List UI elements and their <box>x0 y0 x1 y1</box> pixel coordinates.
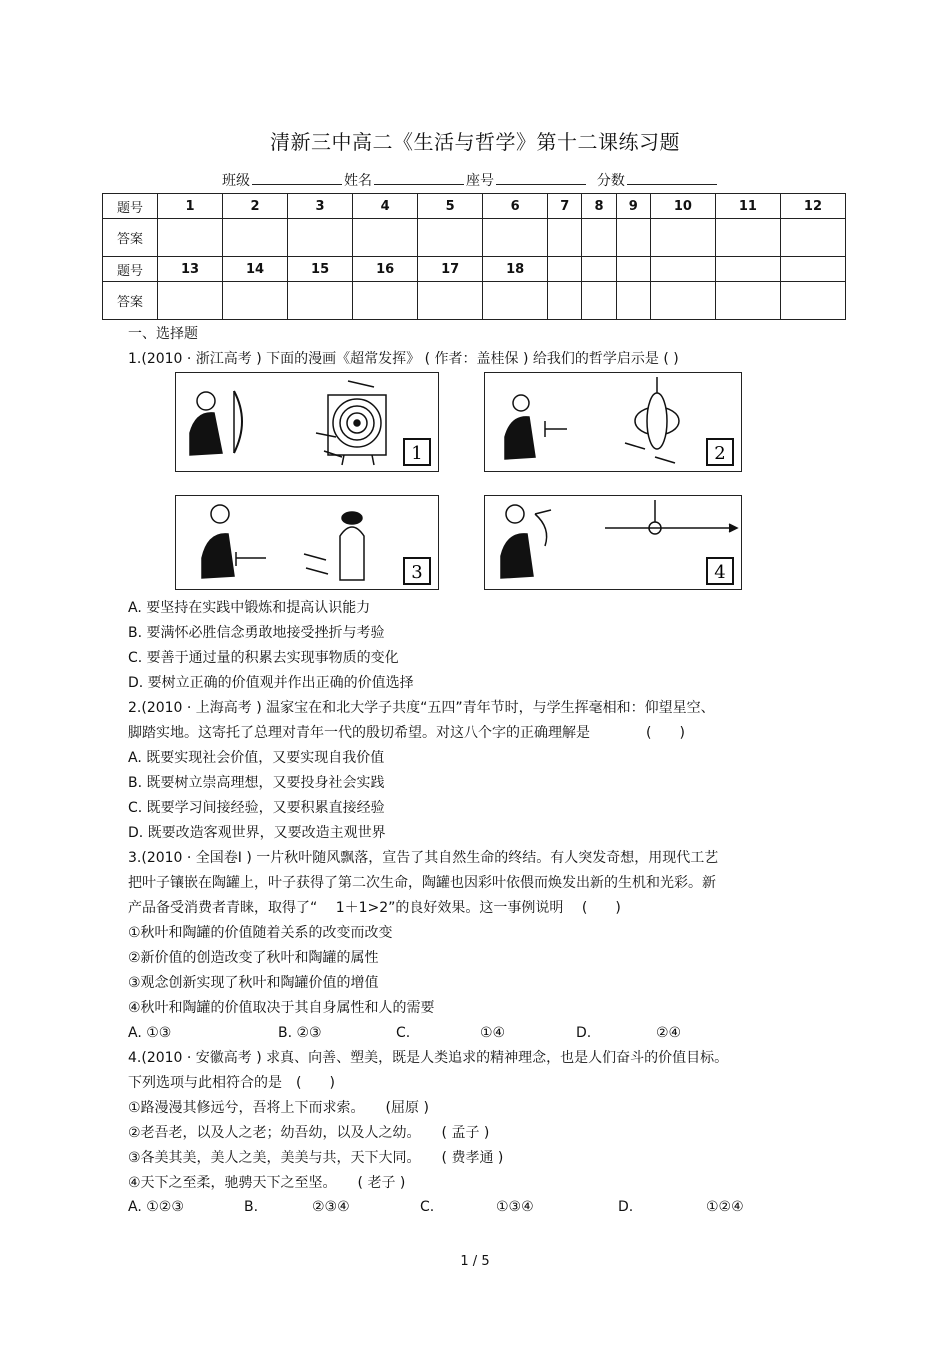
q3-item-1: ①秋叶和陶罐的价值随着关系的改变而改变 <box>128 925 393 941</box>
answer-table <box>102 193 846 320</box>
question-number: 15 <box>288 257 353 282</box>
q4-choice-a: A. ①②③ <box>128 1199 184 1215</box>
question-3-line-1: 3.(2010 · 全国卷Ⅰ ) 一片秋叶随风飘落，宣告了其自然生命的终结。有人突发奇想，用现代工艺 <box>128 850 719 866</box>
cartoon-illustration <box>485 496 741 589</box>
name-label: 姓名 <box>344 173 372 189</box>
cartoon-panel-1 <box>175 372 439 472</box>
question-number: 13 <box>158 257 223 282</box>
seat-blank[interactable] <box>496 172 586 185</box>
q3-item-2: ②新价值的创造改变了秋叶和陶罐的属性 <box>128 950 379 966</box>
q4-choice-c-label: C. <box>420 1199 435 1215</box>
question-number: 10 <box>650 194 715 219</box>
q4-choice-c: ①③④ <box>496 1199 534 1215</box>
row-label: 答案 <box>103 282 158 320</box>
section-heading: 一、选择题 <box>128 326 198 342</box>
table-row <box>103 282 846 320</box>
q3-choice-a: A. ①③ <box>128 1025 172 1041</box>
question-number: 12 <box>780 194 845 219</box>
answer-cell[interactable] <box>483 282 548 320</box>
answer-cell[interactable] <box>353 282 418 320</box>
q3-choice-b: B. ②③ <box>278 1025 322 1041</box>
q4-choice-d-label: D. <box>618 1199 634 1215</box>
cartoon-illustration <box>176 496 438 589</box>
q1-option-a: A. 要坚持在实践中锻炼和提高认识能力 <box>128 600 371 616</box>
q4-item-2: ②老吾老，以及人之老；幼吾幼，以及人之幼。 ( 孟子 ) <box>128 1125 490 1141</box>
answer-cell[interactable] <box>418 219 483 257</box>
q4-choice-b-label: B. <box>244 1199 259 1215</box>
answer-cell[interactable] <box>650 282 715 320</box>
q2-option-c: C. 既要学习间接经验，又要积累直接经验 <box>128 800 385 816</box>
answer-cell[interactable] <box>715 282 780 320</box>
answer-cell[interactable] <box>158 282 223 320</box>
question-4-line-1: 4.(2010 · 安徽高考 ) 求真、向善、塑美，既是人类追求的精神理念，也是人们奋斗的价值目标。 <box>128 1050 729 1066</box>
row-label: 题号 <box>103 194 158 219</box>
question-number <box>582 257 616 282</box>
question-number: 6 <box>483 194 548 219</box>
question-4-line-2: 下列选项与此相符合的是 ( ) <box>128 1075 335 1091</box>
answer-cell[interactable] <box>780 219 845 257</box>
question-number: 2 <box>223 194 288 219</box>
score-label: 分数 <box>596 173 625 189</box>
answer-cell[interactable] <box>288 282 353 320</box>
question-number <box>650 257 715 282</box>
answer-cell[interactable] <box>616 282 650 320</box>
question-number: 16 <box>353 257 418 282</box>
question-number <box>616 257 650 282</box>
question-number <box>780 257 845 282</box>
cartoon-illustration <box>176 373 438 471</box>
panel-number: 2 <box>714 443 726 464</box>
answer-cell[interactable] <box>288 219 353 257</box>
class-blank[interactable] <box>252 172 342 185</box>
q3-item-3: ③观念创新实现了秋叶和陶罐价值的增值 <box>128 975 379 991</box>
panel-number: 1 <box>411 443 423 464</box>
answer-cell[interactable] <box>418 282 483 320</box>
page-number: 1 / 5 <box>460 1254 490 1269</box>
answer-cell[interactable] <box>223 282 288 320</box>
question-number: 4 <box>353 194 418 219</box>
score-blank[interactable] <box>627 172 717 185</box>
q4-item-1: ①路漫漫其修远兮，吾将上下而求索。 (屈原 ) <box>128 1100 429 1116</box>
question-number: 3 <box>288 194 353 219</box>
answer-cell[interactable] <box>650 219 715 257</box>
q4-item-3: ③各美其美，美人之美，美美与共，天下大同。 ( 费孝通 ) <box>128 1150 504 1166</box>
q1-option-d: D. 要树立正确的价值观并作出正确的价值选择 <box>128 675 414 691</box>
table-row <box>103 194 846 219</box>
question-number: 8 <box>582 194 616 219</box>
name-blank[interactable] <box>374 172 464 185</box>
question-number: 9 <box>616 194 650 219</box>
answer-cell[interactable] <box>548 219 582 257</box>
q2-option-d: D. 既要改造客观世界，又要改造主观世界 <box>128 825 386 841</box>
question-2-line-1: 2.(2010 · 上海高考 ) 温家宝在和北大学子共度“五四”青年节时，与学生挥毫相和：仰望星空、 <box>128 700 715 716</box>
cartoon-panel-2 <box>484 372 742 472</box>
question-number: 18 <box>483 257 548 282</box>
answer-cell[interactable] <box>616 219 650 257</box>
q1-option-c: C. 要善于通过量的积累去实现事物质的变化 <box>128 650 399 666</box>
question-1-stem: 1.(2010 · 浙江高考 ) 下面的漫画《超常发挥》 ( 作者：盖桂保 ) 给我们的哲学启示是 ( ) <box>128 351 679 367</box>
q4-item-4: ④天下之至柔，驰骋天下之至坚。 ( 老子 ) <box>128 1175 406 1191</box>
question-3-line-2: 把叶子镶嵌在陶罐上，叶子获得了第二次生命，陶罐也因彩叶依偎而焕发出新的生机和光彩。新 <box>128 875 716 891</box>
cartoon-illustration <box>485 373 741 471</box>
class-label: 班级 <box>222 173 250 189</box>
table-row <box>103 219 846 257</box>
q3-choice-d-label: D. <box>576 1025 592 1041</box>
question-number: 14 <box>223 257 288 282</box>
answer-cell[interactable] <box>548 282 582 320</box>
row-label: 答案 <box>103 219 158 257</box>
question-number: 5 <box>418 194 483 219</box>
question-number: 1 <box>158 194 223 219</box>
q3-choice-c-label: C. <box>396 1025 411 1041</box>
answer-cell[interactable] <box>158 219 223 257</box>
answer-cell[interactable] <box>582 219 616 257</box>
q3-item-4: ④秋叶和陶罐的价值取决于其自身属性和人的需要 <box>128 1000 435 1016</box>
page-title: 清新三中高二《生活与哲学》第十二课练习题 <box>270 130 680 154</box>
question-number <box>548 257 582 282</box>
q2-option-a: A. 既要实现社会价值，又要实现自我价值 <box>128 750 385 766</box>
question-number: 7 <box>548 194 582 219</box>
seat-label: 座号 <box>466 173 494 189</box>
answer-cell[interactable] <box>582 282 616 320</box>
q4-choice-d: ①②④ <box>706 1199 744 1215</box>
q4-choice-b: ②③④ <box>312 1199 350 1215</box>
student-info-line <box>222 170 719 190</box>
q3-choice-c: ①④ <box>480 1025 506 1041</box>
cartoon-panel-3 <box>175 495 439 590</box>
answer-cell[interactable] <box>780 282 845 320</box>
row-label: 题号 <box>103 257 158 282</box>
panel-number: 3 <box>411 562 423 583</box>
question-3-line-3: 产品备受消费者青睐，取得了“ 1＋1>2”的良好效果。这一事例说明 ( ) <box>128 900 621 916</box>
answer-cell[interactable] <box>223 219 288 257</box>
answer-cell[interactable] <box>715 219 780 257</box>
question-number <box>715 257 780 282</box>
q1-option-b: B. 要满怀必胜信念勇敢地接受挫折与考验 <box>128 625 385 641</box>
q3-choice-d: ②④ <box>656 1025 682 1041</box>
answer-cell[interactable] <box>483 219 548 257</box>
question-number: 17 <box>418 257 483 282</box>
question-2-line-2: 脚踏实地。这寄托了总理对青年一代的殷切希望。对这八个字的正确理解是 ( ) <box>128 725 685 741</box>
question-number: 11 <box>715 194 780 219</box>
answer-cell[interactable] <box>353 219 418 257</box>
panel-number: 4 <box>714 562 726 583</box>
cartoon-panel-4 <box>484 495 742 590</box>
table-row <box>103 257 846 282</box>
q2-option-b: B. 既要树立崇高理想，又要投身社会实践 <box>128 775 385 791</box>
